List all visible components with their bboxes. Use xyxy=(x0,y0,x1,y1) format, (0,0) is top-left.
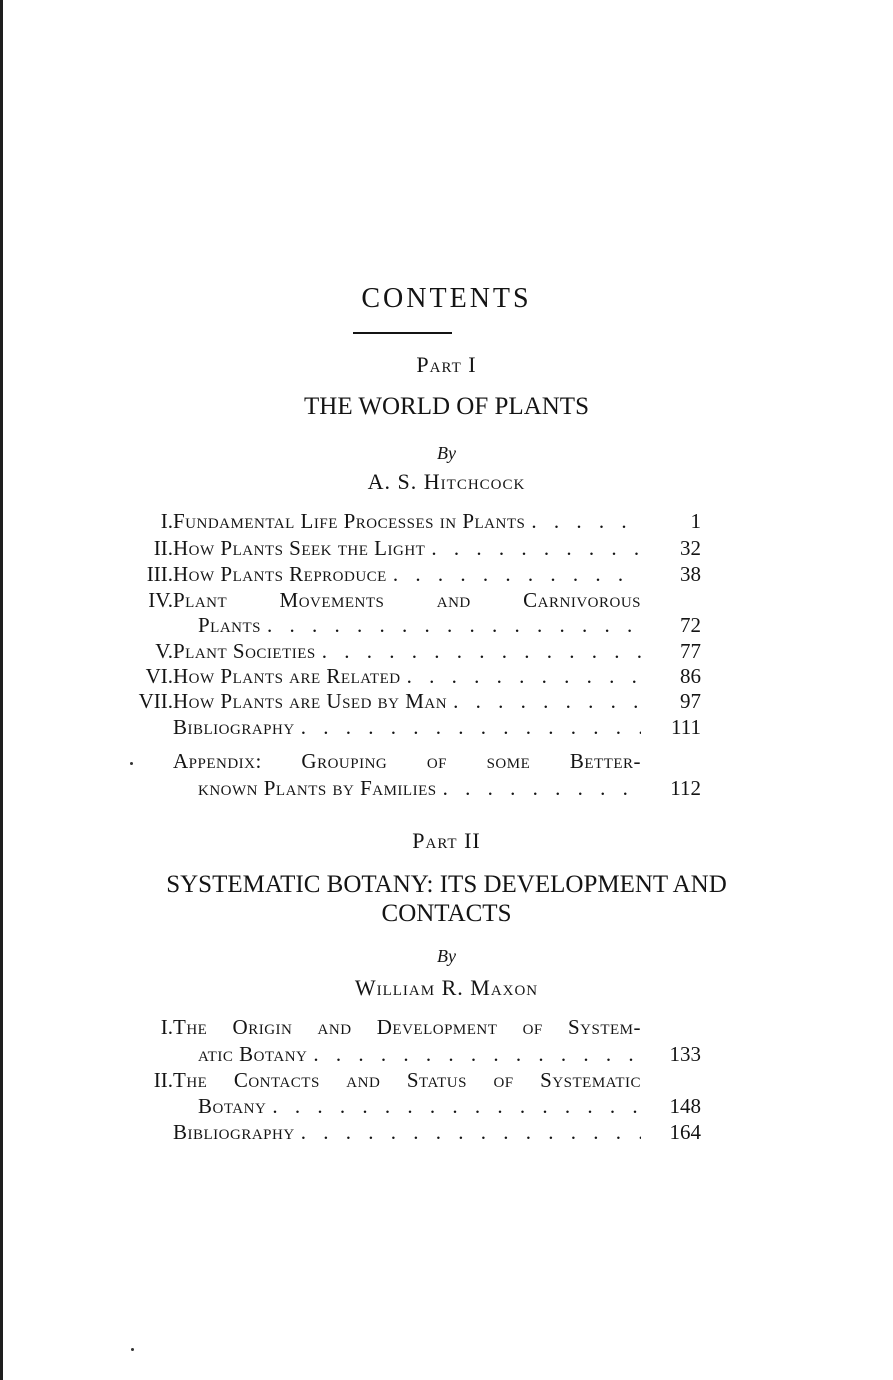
toc-entry[interactable] xyxy=(0,587,893,613)
part-2-title-line-2: CONTACTS xyxy=(381,900,512,927)
toc-entry[interactable] xyxy=(0,561,893,587)
chapter-title: The Contacts and Status of Systematic xyxy=(173,1068,641,1092)
toc-entry[interactable] xyxy=(0,535,893,561)
heading-rule xyxy=(353,332,452,334)
chapter-title: Plants . . . xyxy=(198,612,641,638)
part-2-title-line-1: SYSTEMATIC BOTANY: ITS DEVELOPMENT AND xyxy=(166,871,727,898)
toc-entry[interactable] xyxy=(0,1119,893,1145)
chapter-title: Bibliography . . . xyxy=(173,1119,641,1145)
page-number: 38 xyxy=(680,562,701,586)
toc-entry[interactable] xyxy=(0,663,893,689)
part-1-title: THE WORLD OF PLANTS xyxy=(304,393,589,420)
toc-entry[interactable] xyxy=(0,714,893,740)
page-number: 148 xyxy=(669,1094,701,1118)
part-1-by: By xyxy=(437,443,456,463)
chapter-number: VI. xyxy=(145,664,173,688)
chapter-number: IV. xyxy=(148,588,173,612)
ink-speck xyxy=(131,1348,134,1351)
page-number: 1 xyxy=(690,509,701,533)
chapter-title: atic Botany . . . xyxy=(198,1041,641,1067)
chapter-title: How Plants Reproduce . . . xyxy=(173,561,641,587)
toc-entry-continued[interactable] xyxy=(0,1093,893,1119)
toc-entry-continued[interactable] xyxy=(0,1041,893,1067)
part-2-by: By xyxy=(437,946,456,966)
chapter-title: The Origin and Development of System- xyxy=(173,1015,641,1039)
page-number: 32 xyxy=(680,536,701,560)
chapter-number: I. xyxy=(160,509,173,533)
page-number: 72 xyxy=(680,613,701,637)
chapter-title: Botany . . . xyxy=(198,1093,641,1119)
chapter-number: II. xyxy=(153,1068,173,1092)
chapter-title: Plant Societies . . . xyxy=(173,638,641,664)
toc-entry[interactable] xyxy=(0,1014,893,1040)
chapter-title: How Plants are Used by Man . . . xyxy=(173,688,641,714)
chapter-number: VII. xyxy=(138,689,173,713)
part-1-author: A. S. Hitchcock xyxy=(367,469,526,494)
page-number: 86 xyxy=(680,664,701,688)
chapter-title: known Plants by Families . . . xyxy=(198,775,641,801)
chapter-number: II. xyxy=(153,536,173,560)
chapter-title: Fundamental Life Processes in Plants . . . xyxy=(173,508,641,534)
part-2-author: William R. Maxon xyxy=(354,975,539,1000)
chapter-number: V. xyxy=(155,639,173,663)
page-number: 111 xyxy=(671,715,701,739)
page-number: 77 xyxy=(680,639,701,663)
chapter-number: I. xyxy=(160,1015,173,1039)
chapter-number: III. xyxy=(146,562,173,586)
contents-heading: CONTENTS xyxy=(361,283,532,314)
chapter-title: How Plants are Related . . . xyxy=(173,663,641,689)
part-2-label: Part II xyxy=(412,828,481,853)
chapter-title: Bibliography . . . xyxy=(173,714,641,740)
toc-entry[interactable] xyxy=(0,688,893,714)
chapter-title: How Plants Seek the Light . . . xyxy=(173,535,641,561)
part-1-label: Part I xyxy=(416,352,477,377)
toc-entry[interactable] xyxy=(0,508,893,534)
page-number: 133 xyxy=(669,1042,701,1066)
chapter-title: Appendix: Grouping of some Better- xyxy=(173,749,641,773)
toc-entry-continued[interactable] xyxy=(0,775,893,801)
toc-entry[interactable] xyxy=(0,748,893,774)
toc-entry[interactable] xyxy=(0,638,893,664)
chapter-title: Plant Movements and Carnivorous xyxy=(173,588,641,612)
toc-entry-continued[interactable] xyxy=(0,612,893,638)
page-number: 112 xyxy=(670,776,701,800)
page-number: 97 xyxy=(680,689,701,713)
page-number: 164 xyxy=(669,1120,701,1144)
toc-entry[interactable] xyxy=(0,1067,893,1093)
